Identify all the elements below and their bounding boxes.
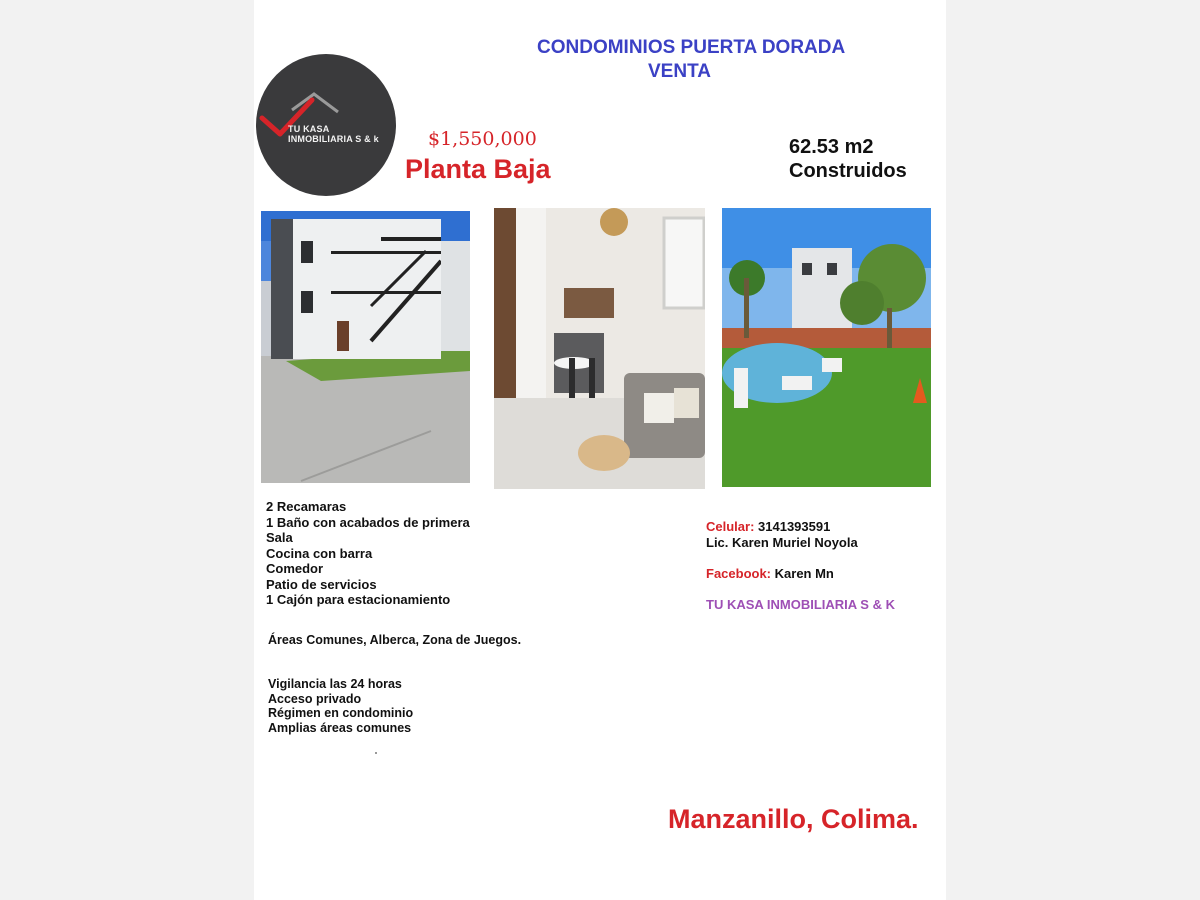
spacer bbox=[706, 551, 895, 566]
company-name: TU KASA INMOBILIARIA S & K bbox=[706, 597, 895, 612]
stray-dot bbox=[375, 752, 377, 754]
listing-price: $1,550,000 bbox=[428, 128, 537, 150]
spacer bbox=[706, 582, 895, 597]
phone-number[interactable]: 3141393591 bbox=[758, 519, 831, 534]
photo-pool-garden bbox=[722, 208, 931, 487]
title-line-2: VENTA bbox=[648, 61, 711, 82]
feature-item: Sala bbox=[266, 530, 293, 545]
feature-item: Patio de servicios bbox=[266, 576, 377, 592]
amenity-item: Amplias áreas comunes bbox=[268, 721, 412, 736]
facebook-name[interactable]: Karen Mn bbox=[774, 566, 834, 581]
amenity-item: Acceso privado bbox=[268, 691, 362, 706]
feature-item: 1 Cajón para estacionamiento bbox=[266, 592, 451, 607]
photo-living-room bbox=[494, 208, 705, 489]
phone-row bbox=[706, 519, 895, 535]
listing-level: Planta Baja bbox=[405, 154, 551, 184]
title-line-1: CONDOMINIOS PUERTA DORADA bbox=[537, 37, 846, 58]
logo-text-line-2: INMOBILIARIA S & k bbox=[288, 134, 379, 144]
facebook-row bbox=[706, 566, 895, 582]
contact-block bbox=[706, 519, 895, 613]
built-area-value: 62.53 m2 bbox=[789, 136, 874, 158]
logo-text-line-1: TU KASA bbox=[288, 124, 330, 134]
built-area-label: Construidos bbox=[789, 160, 907, 182]
amenity-item: Régimen en condominio bbox=[268, 706, 414, 721]
agent-name: Lic. Karen Muriel Noyola bbox=[706, 535, 858, 550]
built-area bbox=[789, 135, 907, 183]
feature-item: 1 Baño con acabados de primera bbox=[266, 514, 470, 530]
facebook-label: Facebook: bbox=[706, 566, 772, 581]
amenities-list bbox=[268, 677, 413, 736]
feature-item: Cocina con barra bbox=[266, 545, 373, 561]
feature-item: 2 Recamaras bbox=[266, 499, 347, 514]
location: Manzanillo, Colima. bbox=[668, 804, 919, 834]
features-list bbox=[266, 499, 470, 608]
company-logo bbox=[256, 54, 396, 196]
flyer-page bbox=[254, 0, 946, 900]
feature-item: Comedor bbox=[266, 561, 324, 576]
phone-label: Celular: bbox=[706, 519, 755, 534]
common-areas: Áreas Comunes, Alberca, Zona de Juegos. bbox=[268, 633, 522, 647]
amenity-item: Vigilancia las 24 horas bbox=[268, 677, 402, 691]
photo-building-exterior bbox=[261, 211, 470, 483]
